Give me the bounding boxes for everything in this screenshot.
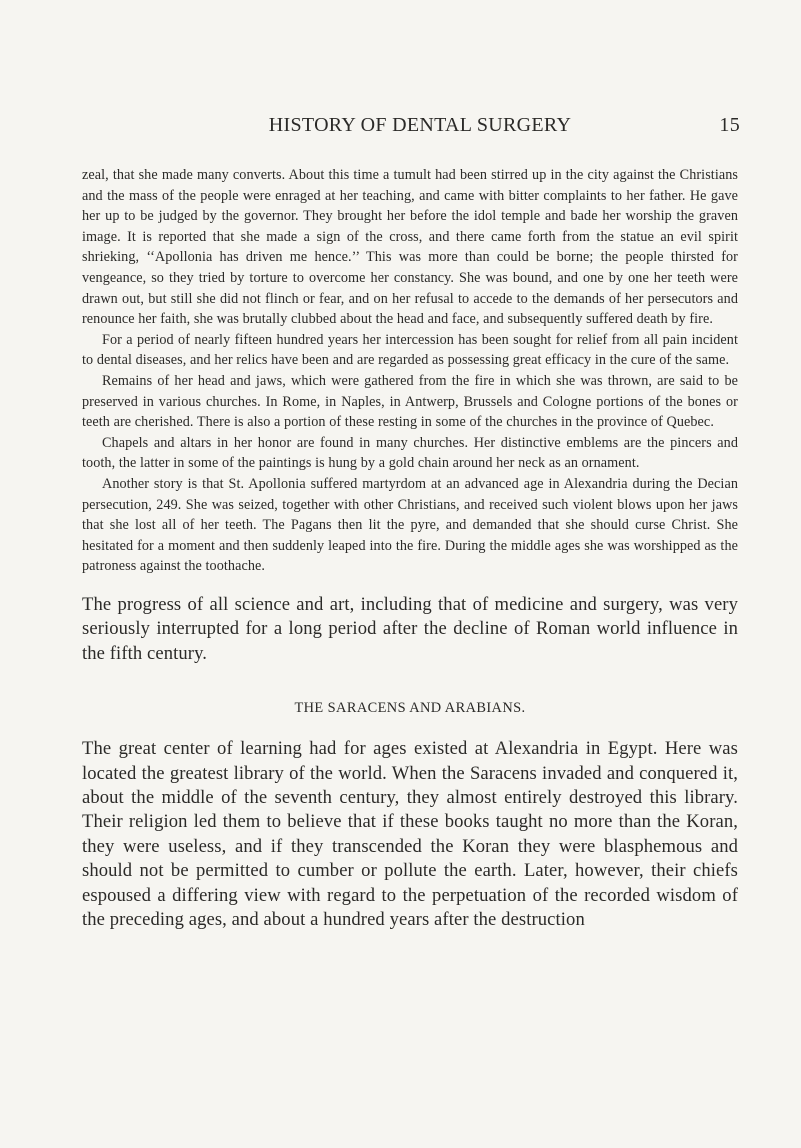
paragraph: Remains of her head and jaws, which were gathered from the fire in which she was thrown, are said to be preserved in various churches. In Rome, in Naples, in Antwerp, Brussels and Cologne portions of the bones or teeth are cherished. There is also a portion of these resting in some of the churches in the province of Quebec. — [82, 372, 738, 431]
paragraph: The great center of learning had for ages existed at Alexandria in Egypt. Here was located the greatest library of the world. When the Saracens invaded and conquered it, about the middle of the seventh century, they almost entirely destroyed this library. Their religion led them to believe that if these books taught no more than the Koran, they were useless, and if they transcended the Koran they were blasphemous and should not be permitted to cumber or pollute the earth. Later, however, their chiefs espoused a differing view with regard to the perpetuation of the recorded wisdom of the preceding ages, and about a hundred years after the destruction — [82, 738, 738, 930]
paragraph: Another story is that St. Apollonia suffered martyrdom at an advanced age in Alexandria during the Decian persecution, 249. She was seized, together with other Christians, and received such violent blows upon her jaws that she lost all of her teeth. The Pagans then lit the pyre, and demanded that she should curse Christ. She hesitated for a moment and then suddenly leaped into the fire. During the middle ages she was worshipped as the patroness against the toothache. — [82, 475, 738, 575]
running-header — [140, 114, 740, 140]
section-heading: THE SARACENS AND ARABIANS. — [294, 700, 526, 717]
running-title: HISTORY OF DENTAL SURGERY — [268, 114, 572, 136]
large-type-paragraph-1 — [82, 593, 738, 666]
paragraph: zeal, that she made many converts. About this time a tumult had been stirred up in the city against the Christians and the mass of the people were enraged at her teaching, and came with bitter complaints to her father. He gave her up to be judged by the governor. They brought her before the idol temple and bade her worship the graven image. It is reported that she made a sign of the cross, and there came forth from the statue an evil spirit shrieking, ‘‘Apollonia has driven me hence.’’ This was more than could be borne; the people thirsted for vengeance, so they tried by torture to overcome her constancy. She was bound, and one by one her teeth were drawn out, but still she did not flinch or fear, and on her refusal to accede to the demands of her persecutors and renounce her faith, she was brutally clubbed about the head and face, and subsequently suffered death by fire. — [82, 167, 738, 328]
large-type-paragraph-2 — [82, 737, 738, 932]
paragraph: Chapels and altars in her honor are found in many churches. Her distinctive emblems are the pincers and tooth, the latter in some of the paintings is hung by a gold chain around her neck as an ornament. — [82, 434, 738, 472]
page-number: 15 — [719, 114, 740, 136]
paragraph: For a period of nearly fifteen hundred years her intercession has been sought for relief from all pain incident to dental diseases, and her relics have been and are regarded as possessing great efficacy in the cure of the same. — [82, 331, 738, 369]
page-body — [82, 165, 738, 932]
small-type-section — [82, 165, 738, 577]
paragraph: The progress of all science and art, including that of medicine and surgery, was very seriously interrupted for a long period after the decline of Roman world influence in the fifth century. — [82, 593, 738, 664]
